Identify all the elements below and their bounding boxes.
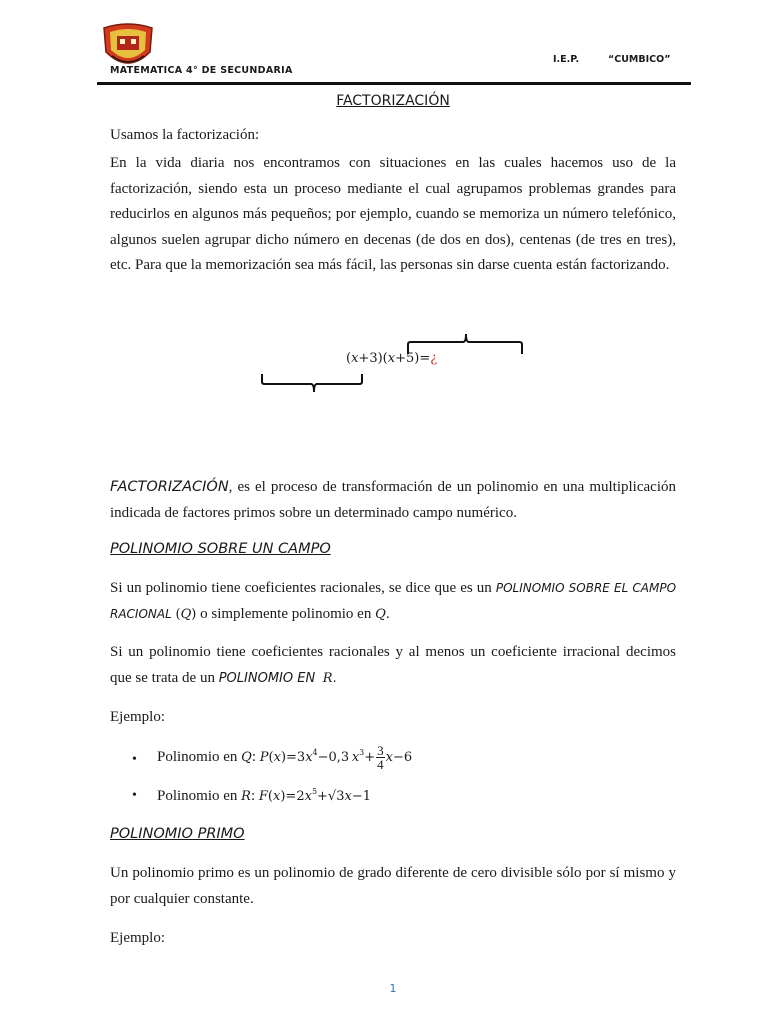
bullet-1-field: Q [241, 750, 252, 765]
header-school-name: “CUMBICO” [608, 54, 671, 65]
f-lparen: ( [267, 789, 273, 804]
bullet-2-field: R [241, 789, 251, 804]
s1p1-paren-l: ( [175, 606, 181, 622]
p-fraction [376, 744, 385, 771]
p-t1exp: 4 [312, 748, 318, 757]
expr-lparen-2: ( [382, 351, 388, 366]
s1p1-q2: Q [375, 606, 386, 622]
s1p1-end: . [385, 606, 390, 622]
f-eq: =2 [285, 789, 305, 804]
p-var: x [273, 750, 281, 765]
section-heading-polinomio-campo: POLINOMIO SOBRE UN CAMPO [110, 541, 331, 557]
expr-equals: = [419, 351, 431, 366]
section1-paragraph-2 [110, 640, 676, 691]
f-rparen: ) [280, 789, 286, 804]
s1p1-q: Q [180, 606, 192, 622]
header-subject: MATEMATICA 4° DE SECUNDARIA [110, 65, 293, 76]
f-t1x: x [304, 789, 312, 804]
p-lparen: ( [268, 750, 274, 765]
intro-heading: Usamos la factorización: [110, 127, 260, 143]
s1p1-text-b: o simplemente polinomio en [196, 605, 376, 622]
p-frac-den: 4 [377, 757, 384, 772]
polynomial-p [260, 750, 375, 765]
f-var: x [273, 789, 281, 804]
page-number: 1 [389, 982, 397, 995]
bullet-2-colon: : [250, 788, 256, 804]
p-rparen: ) [280, 750, 287, 765]
p-t1x: x [305, 750, 313, 765]
factor-expression [346, 351, 437, 366]
f-plus-sqrt: +√3 [317, 789, 345, 804]
p-t2: −0,3 [317, 750, 350, 765]
f-t2x: x [344, 789, 352, 804]
definition-term: FACTORIZACIÓN [110, 479, 229, 495]
definition-paragraph [110, 475, 676, 526]
expr-rparen-1: ) [377, 351, 383, 366]
p-t2x: x [351, 750, 360, 765]
bullet-1-colon: : [251, 749, 257, 765]
bullet-1-item [157, 744, 412, 771]
header-school-type: I.E.P. [553, 54, 580, 65]
section1-paragraph-1 [110, 576, 676, 627]
s1p1-paren-r: ) [191, 606, 197, 622]
bullet-2-item [157, 788, 371, 805]
bullet-1-prefix: Polinomio en [157, 749, 242, 765]
bullet-2-marker: • [132, 788, 137, 803]
intro-paragraph: En la vida diaria nos encontramos con situaciones en las cuales hacemos uso de la factorización, siendo esta un proceso mediante el cual agrupamos problemas grandes para reducirlos en algunos más pequeños; por ejemplo, cuando se memoriza un número telefónico, algunos suelen agrupar dicho número en decenas (de dos en dos), centenas (de tres en tres), etc. Para que la memorización sea más fácil, las personas sin darse cuenta están factorizando. [110, 155, 676, 274]
expr-unknown: ¿ [430, 351, 438, 366]
s1p2-term: POLINOMIO EN [218, 670, 316, 686]
section-heading-polinomio-primo: POLINOMIO PRIMO [110, 826, 245, 842]
expr-x-1: x [351, 351, 359, 366]
s1p1-text-a: Si un polinomio tiene coeficientes racionales, se dice que es un [110, 580, 492, 596]
p-t3x: x [385, 750, 393, 765]
f-t1exp: 5 [311, 787, 318, 796]
p-frac-num: 3 [377, 743, 384, 758]
p-plus: + [364, 750, 376, 765]
page-title: FACTORIZACIÓN [336, 93, 450, 109]
bullet-1-marker: • [132, 752, 137, 767]
s1p2-text-a: Si un polinomio tiene coeficientes racionales y al menos un coeficiente irracional decimos que se trata de un [110, 644, 676, 686]
p-t4: −6 [393, 750, 413, 765]
bullet-2-prefix: Polinomio en [157, 788, 242, 804]
p-fn: P [259, 750, 269, 765]
p-eq: =3 [286, 750, 306, 765]
expr-plus-5: +5 [395, 351, 415, 366]
f-fn: F [258, 789, 268, 804]
section1-example-label: Ejemplo: [110, 709, 165, 725]
f-t3: −1 [351, 789, 371, 804]
expr-rparen-2: ) [414, 351, 420, 366]
header-divider [97, 82, 691, 85]
expr-plus-3: +3 [358, 351, 378, 366]
expr-lparen-1: ( [346, 351, 352, 366]
s1p1-term: POLINOMIO SOBRE EL CAMPO RACIONAL [110, 581, 677, 621]
p-t2exp: 3 [359, 748, 365, 757]
s1p2-r: R [322, 670, 333, 686]
polynomial-f [259, 789, 371, 804]
s1p2-end: . [332, 670, 337, 686]
expr-x-2: x [387, 351, 396, 366]
section2-paragraph: Un polinomio primo es un polinomio de grado diferente de cero divisible sólo por sí mismo y por cualquier constante. [110, 865, 676, 907]
section2-example-label: Ejemplo: [110, 930, 165, 946]
definition-text: , es el proceso de transformación de un polinomio en una multiplicación indicada de factores primos sobre un determinado campo numérico. [110, 479, 676, 521]
